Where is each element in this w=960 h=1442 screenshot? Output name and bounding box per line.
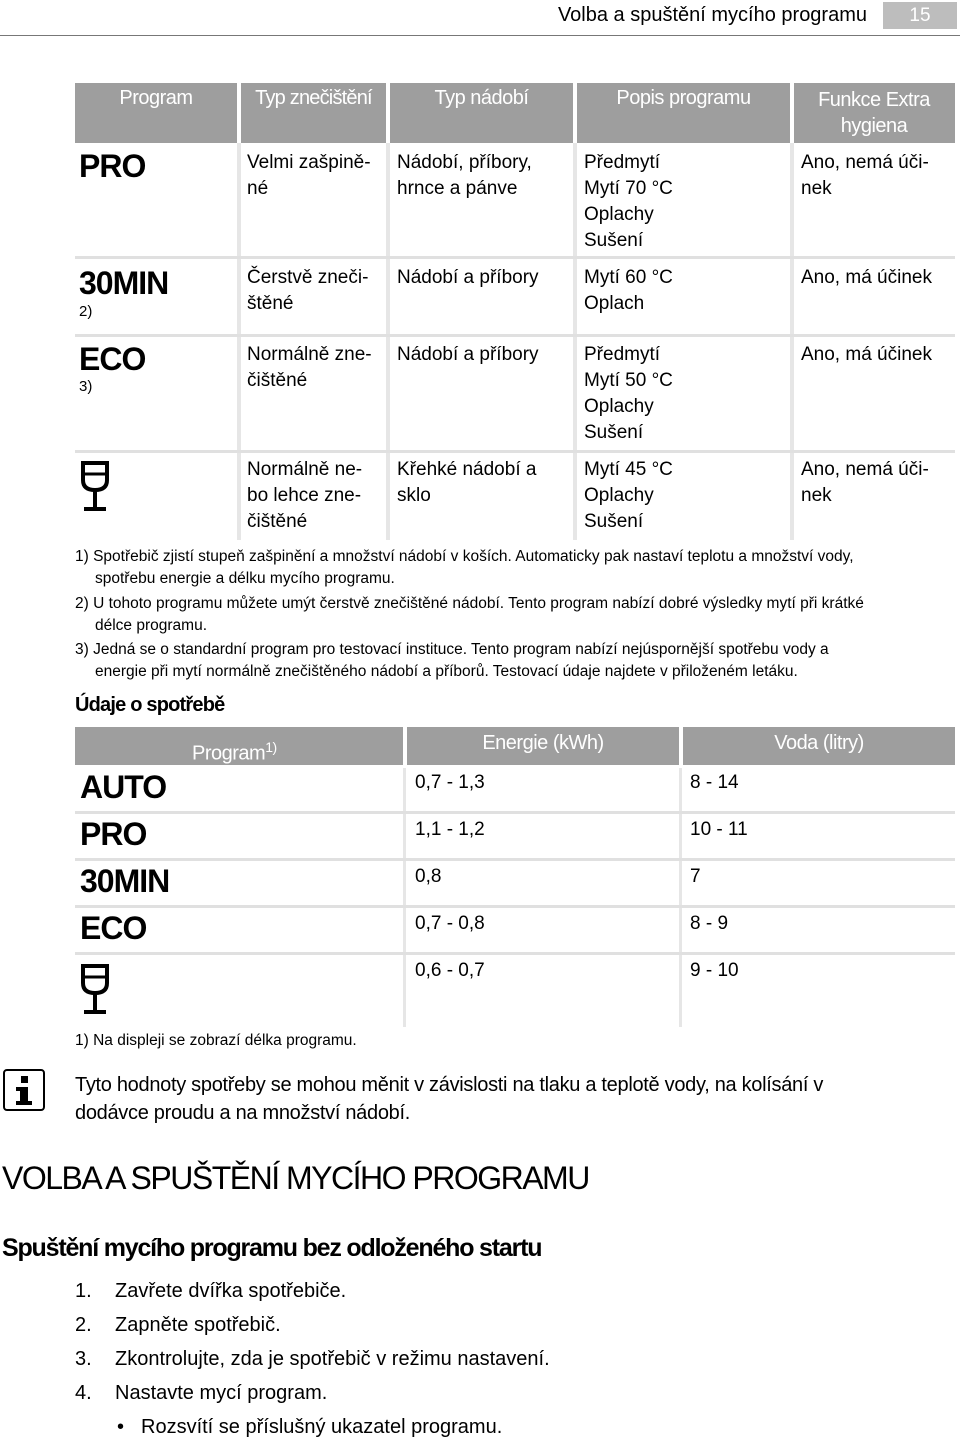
energy-cell: 0,6 - 0,7: [415, 960, 485, 981]
glass-icon: [80, 460, 110, 512]
dishes-cell: Křehké nádobí a sklo: [397, 459, 537, 506]
step-number: 2.: [75, 1314, 92, 1336]
col-header-program: [75, 727, 403, 765]
energy-cell: 1,1 - 1,2: [415, 819, 485, 840]
dishes-cell: Nádobí, příbory, hrnce a pánve: [397, 152, 532, 199]
page-number: 15: [883, 2, 957, 29]
bullet-icon: •: [117, 1416, 125, 1438]
consumption-heading: Údaje o spotřebě: [75, 694, 225, 716]
program-symbol-30min: 30MIN: [79, 265, 169, 301]
step-number: 1.: [75, 1280, 92, 1302]
info-text-line: Tyto hodnoty spotřeby se mohou měnit v závislosti na tlaku a teplotě vody, na kolísání v: [75, 1074, 824, 1096]
step-text: Nastavte mycí program.: [115, 1382, 328, 1404]
col-header-program: Program: [119, 87, 193, 109]
description-cell: Předmytí Mytí 50 °C Oplachy Sušení: [584, 344, 673, 443]
program-symbol-eco: ECO: [79, 341, 146, 377]
footnote-text: 3) Jedná se o standardní program pro testovací instituce. Tento program nabízí nejúspornější spotřebu vody a: [75, 641, 829, 658]
water-cell: 10 - 11: [690, 819, 748, 840]
col-header-hygiene: Funkce Extra hygiena: [818, 89, 930, 137]
soil-cell: Velmi zašpině- né: [247, 152, 371, 199]
water-cell: 9 - 10: [690, 960, 739, 981]
footnote-ref: 1): [265, 739, 277, 755]
bullet-text: Rozsvítí se příslušný ukazatel programu.: [141, 1416, 503, 1438]
program-symbol-pro: PRO: [80, 816, 147, 852]
glass-icon: [80, 963, 110, 1015]
col-header-dishes: Typ nádobí: [434, 87, 529, 109]
energy-cell: 0,7 - 1,3: [415, 772, 485, 793]
step-text: Zapněte spotřebič.: [115, 1314, 281, 1336]
water-cell: 7: [690, 866, 701, 887]
step-text: Zkontrolujte, zda je spotřebič v režimu nastavení.: [115, 1348, 550, 1370]
hygiene-cell: Ano, má účinek: [801, 267, 932, 288]
program-symbol-auto: AUTO: [80, 769, 167, 805]
soil-cell: Čerstvě zneči- štěné: [247, 267, 369, 314]
program-symbol-pro: PRO: [79, 148, 146, 184]
footnote-1: [75, 546, 955, 590]
col-header-energy: Energie (kWh): [407, 727, 679, 765]
water-cell: 8 - 14: [690, 772, 739, 793]
description-cell: Mytí 45 °C Oplachy Sušení: [584, 459, 673, 532]
table-row: [75, 814, 955, 858]
program-symbol-eco: ECO: [80, 910, 147, 946]
program-note: 2): [79, 303, 93, 320]
consumption-footnote: 1) Na displeji se zobrazí délka programu.: [75, 1032, 357, 1049]
table-row: [75, 908, 955, 952]
col-header-program-label: Program: [192, 742, 266, 765]
step-number: 4.: [75, 1382, 92, 1404]
col-header-water: Voda (litry): [683, 727, 955, 765]
dishes-cell: Nádobí a příbory: [397, 344, 539, 365]
table-row: [75, 767, 955, 811]
step-text: Zavřete dvířka spotřebiče.: [115, 1280, 347, 1302]
table-row: [75, 955, 955, 999]
dishes-cell: Nádobí a příbory: [397, 267, 539, 288]
description-cell: Mytí 60 °C Oplach: [584, 267, 673, 314]
program-symbol-30min: 30MIN: [80, 863, 170, 899]
soil-cell: Normálně ne- bo lehce zne- čištěné: [247, 459, 363, 532]
section-subtitle: Spuštění mycího programu bez odloženého startu: [2, 1234, 542, 1262]
col-header-description: Popis programu: [616, 87, 751, 109]
info-text-line: dodávce proudu a na množství nádobí.: [75, 1102, 410, 1124]
hygiene-cell: Ano, nemá úči- nek: [801, 152, 929, 199]
description-cell: Předmytí Mytí 70 °C Oplachy Sušení: [584, 152, 673, 251]
program-note: 3): [79, 378, 93, 395]
soil-cell: Normálně zne- čištěné: [247, 344, 372, 391]
page-header: [0, 0, 960, 36]
hygiene-cell: Ano, nemá úči- nek: [801, 459, 929, 506]
col-header-soil: Typ znečištění: [255, 87, 372, 109]
running-title: Volba a spuštění mycího programu: [557, 4, 867, 26]
info-note: [75, 1071, 935, 1127]
footnote-text: 2) U tohoto programu můžete umýt čerstvě znečištěné nádobí. Tento program nabízí dobré výsledky mytí při krátké: [75, 595, 864, 612]
footnote-text: 1) Spotřebič zjistí stupeň zašpinění a množství nádobí v koších. Automaticky pak nastaví teplotu a množství vody,: [75, 548, 854, 565]
water-cell: 8 - 9: [690, 913, 729, 934]
energy-cell: 0,8: [415, 866, 442, 887]
footnote-3: [75, 639, 955, 683]
footnote-text: energie při mytí normálně znečištěného nádobí a příborů. Testovací údaje najdete v přiloženém letáku.: [95, 663, 798, 680]
info-icon: [3, 1069, 45, 1111]
footnote-text: spotřebu energie a délku mycího programu.: [95, 570, 395, 587]
step-number: 3.: [75, 1348, 92, 1370]
footnote-2: [75, 593, 955, 637]
footnote-text: délce programu.: [95, 617, 208, 634]
section-title: VOLBA A SPUŠTĚNÍ MYCÍHO PROGRAMU: [2, 1160, 589, 1196]
energy-cell: 0,7 - 0,8: [415, 913, 485, 934]
hygiene-cell: Ano, má účinek: [801, 344, 932, 365]
table-row: [75, 861, 955, 905]
